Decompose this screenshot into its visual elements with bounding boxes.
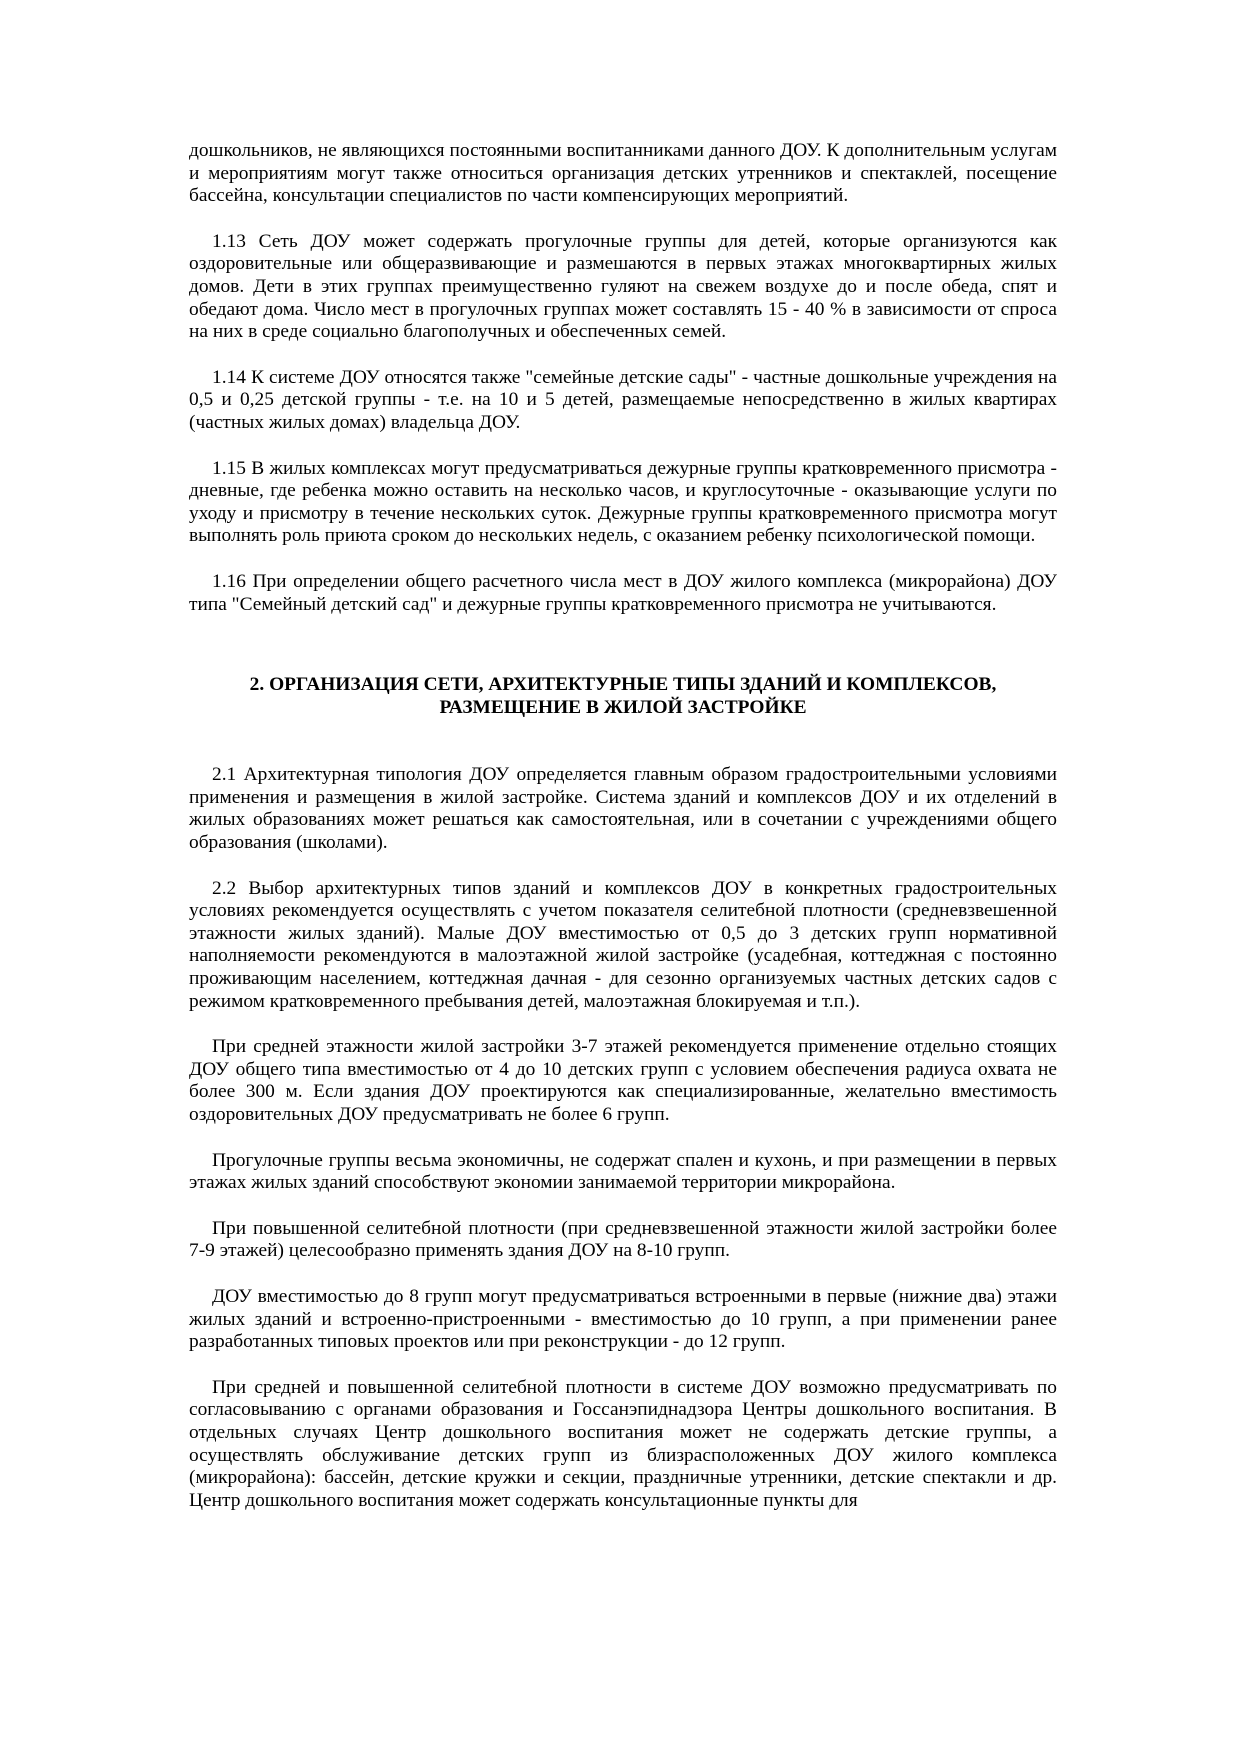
heading-spacer <box>189 719 1057 764</box>
paragraph-1-14: 1.14 К системе ДОУ относятся также "семейные детские сады" - частные дошкольные учреждения на 0,5 и 0,25 детской группы - т.е. на 10 и 5 детей, размещаемые непосредственно в жилых квартирах (частных жилых домах) владельца ДОУ. <box>189 366 1057 433</box>
paragraph-built-in: ДОУ вместимостью до 8 групп могут предусматриваться встроенными в первые (нижние два) этажи жилых зданий и встроенно-пристроенными - вместимостью до 10 групп, а при применении ранее разработанных типовых проектов или при реконструкции - до 12 групп. <box>189 1285 1057 1353</box>
paragraph-mid-density: При средней этажности жилой застройки 3-7 этажей рекомендуется применение отдельно стоящих ДОУ общего типа вместимостью от 4 до 10 детских групп с условием обеспечения радиуса охвата не более 300 м. Если здания ДОУ проектируются как специализированные, желательно вместимость оздоровительных ДОУ предусматривать не более 6 групп. <box>189 1036 1057 1125</box>
section-heading-line-1: 2. ОРГАНИЗАЦИЯ СЕТИ, АРХИТЕКТУРНЫЕ ТИПЫ ЗДАНИЙ И КОМПЛЕКСОВ, <box>249 674 997 696</box>
document-page <box>189 140 1057 1535</box>
section-heading-line-2: РАЗМЕЩЕНИЕ В ЖИЛОЙ ЗАСТРОЙКЕ <box>439 696 807 718</box>
paragraph-1-16: 1.16 При определении общего расчетного числа мест в ДОУ жилого комплекса (микрорайона) ДОУ типа "Семейный детский сад" и дежурные группы кратковременного присмотра не учитываются. <box>189 570 1057 615</box>
paragraph-walking-groups: Прогулочные группы весьма экономичны, не содержат спален и кухонь, и при размещении в первых этажах жилых зданий способствуют экономии занимаемой территории микрорайона. <box>189 1149 1057 1194</box>
paragraph-1-13: 1.13 Сеть ДОУ может содержать прогулочные группы для детей, которые организуются как оздоровительные или общеразвивающие и размешаются в первых этажах многоквартирных жилых домов. Дети в этих группах преимущественно гуляют на свежем воздухе до и после обеда, спят и обедают дома. Число мест в прогулочных группах может составлять 15 - 40 % в зависимости от спроса на них в среде социально благополучных и обеспеченных семей. <box>189 230 1057 343</box>
paragraph-centers: При средней и повышенной селитебной плотности в системе ДОУ возможно предусматривать по согласовыванию с органами образования и Госсанэпиднадзора Центры дошкольного воспитания. В отдельных случаях Центр дошкольного воспитания может не содержать детские группы, а осуществлять обслуживание детских групп из близрасположенных ДОУ жилого комплекса (микрорайона): бассейн, детские кружки и секции, праздничные утренники, детские спектакли и др. Центр дошкольного воспитания может содержать консультационные пункты для <box>189 1376 1057 1511</box>
paragraph-2-1: 2.1 Архитектурная типология ДОУ определяется главным образом градостроительными условиями применения и размещения в жилой застройке. Система зданий и комплексов ДОУ и их отделений в жилых образованиях может решаться как самостоятельная, или в сочетании с учреждениями общего образования (школами). <box>189 764 1057 854</box>
paragraph-high-density: При повышенной селитебной плотности (при средневзвешенной этажности жилой застройки более 7-9 этажей) целесообразно применять здания ДОУ на 8-10 групп. <box>189 1217 1057 1262</box>
paragraph-2-2: 2.2 Выбор архитектурных типов зданий и комплексов ДОУ в конкретных градостроительных условиях рекомендуется осуществлять с учетом показателя селитебной плотности (средневзвешенной этажности жилых зданий). Малые ДОУ вместимостью от 0,5 до 3 детских групп нормативной наполняемости рекомендуются в малоэтажной жилой застройке (усадебная, коттеджная с постоянно проживающим населением, коттеджная дачная - для сезонно организуемых частных детских садов с режимом кратковременного пребывания детей, малоэтажная блокируемая и т.п.). <box>189 877 1057 1012</box>
section-heading <box>189 674 1057 719</box>
paragraph-continuation: дошкольников, не являющихся постоянными воспитанниками данного ДОУ. К дополнительным услугам и мероприятиям могут также относиться организация детских утренников и спектаклей, посещение бассейна, консультации специалистов по части компенсирующих мероприятий. <box>189 140 1057 207</box>
paragraph-1-15: 1.15 В жилых комплексах могут предусматриваться дежурные группы кратковременного присмотра - дневные, где ребенка можно оставить на несколько часов, и круглосуточные - оказывающие услуги по уходу и присмотру в течение нескольких суток. Дежурные группы кратковременного присмотра могут выполнять роль приюта сроком до нескольких недель, с оказанием ребенку психологической помощи. <box>189 457 1057 547</box>
